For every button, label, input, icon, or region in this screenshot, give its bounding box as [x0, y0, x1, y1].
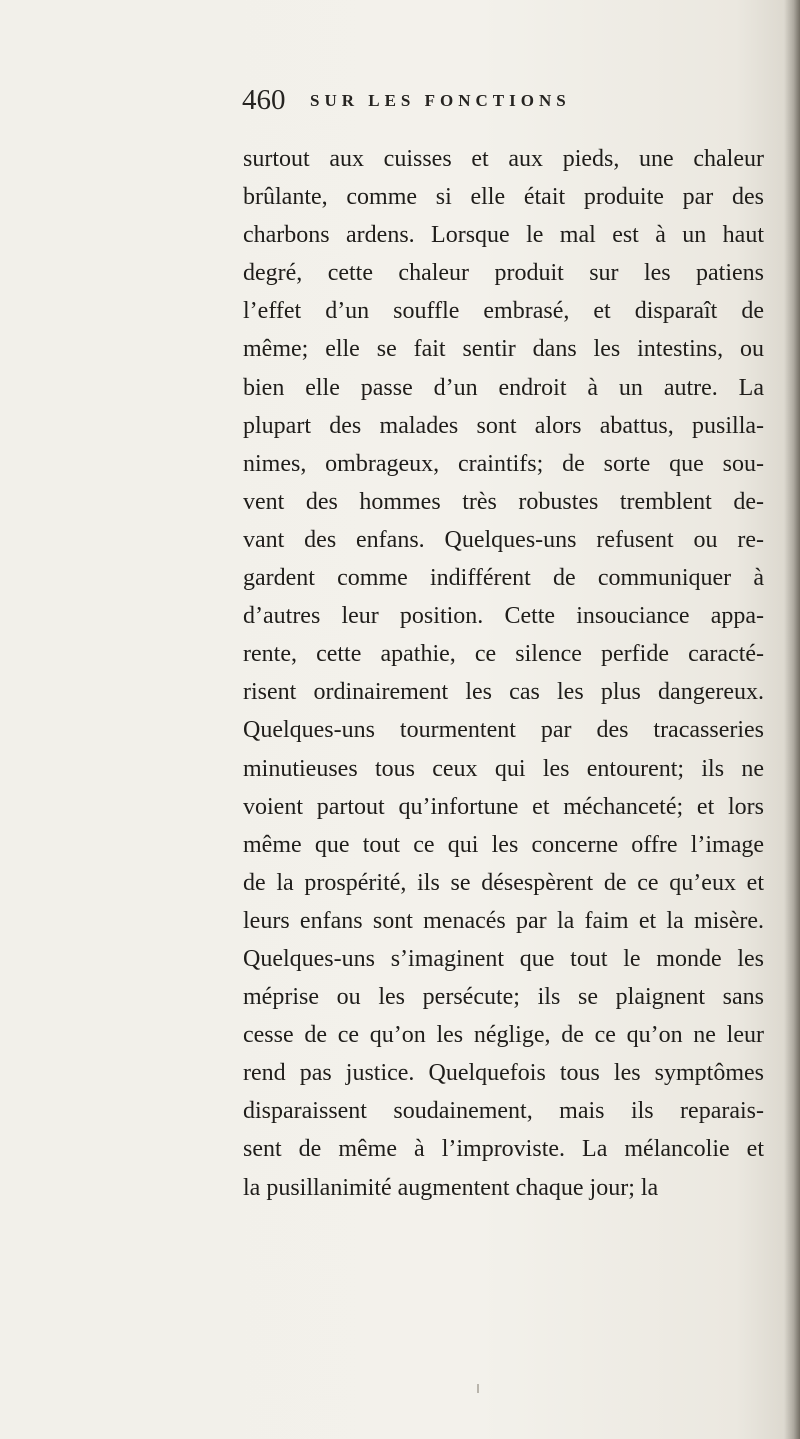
text-line: voient partout qu’infortune et méchanceté; et lors: [243, 793, 764, 820]
paper-speck: [477, 1384, 479, 1393]
text-line: minutieuses tous ceux qui les entourent; ils ne: [243, 755, 764, 782]
page-number: 460: [242, 84, 286, 116]
text-line: sent de même à l’improviste. La mélancolie et: [243, 1136, 764, 1163]
text-line: Quelques-uns tourmentent par des tracasseries: [243, 717, 764, 744]
page-edge-shadow: [784, 0, 800, 1439]
text-line: charbons ardens. Lorsque le mal est à un haut: [243, 222, 764, 249]
text-line: disparaissent soudainement, mais ils reparais-: [243, 1098, 764, 1125]
text-line: d’autres leur position. Cette insouciance appa-: [243, 603, 764, 630]
running-head: SUR LES FONCTIONS: [310, 91, 571, 110]
text-line: vent des hommes très robustes tremblent de-: [243, 488, 764, 515]
text-line: nimes, ombrageux, craintifs; de sorte que sou-: [243, 450, 764, 477]
text-line: gardent comme indifférent de communiquer à: [243, 565, 764, 592]
text-line: méprise ou les persécute; ils se plaignent sans: [243, 984, 764, 1011]
text-line: l’effet d’un souffle embrasé, et disparaît de: [243, 298, 764, 325]
page-header: [242, 84, 762, 124]
text-line: vant des enfans. Quelques-uns refusent ou re-: [243, 526, 764, 553]
body-text: [243, 140, 764, 1207]
text-line: de la prospérité, ils se désespèrent de ce qu’eux et: [243, 869, 764, 896]
text-line: Quelques-uns s’imaginent que tout le monde les: [243, 945, 764, 972]
text-line: risent ordinairement les cas les plus dangereux.: [243, 679, 764, 706]
text-line: rend pas justice. Quelquefois tous les symptômes: [243, 1060, 764, 1087]
text-line: degré, cette chaleur produit sur les patiens: [243, 260, 764, 287]
text-line: leurs enfans sont menacés par la faim et la misère.: [243, 907, 764, 934]
text-line: la pusillanimité augmentent chaque jour; la: [243, 1174, 659, 1201]
text-line: bien elle passe d’un endroit à un autre. La: [243, 374, 764, 401]
text-line: même que tout ce qui les concerne offre l’image: [243, 831, 764, 858]
text-line: plupart des malades sont alors abattus, pusilla-: [243, 412, 764, 439]
text-line: surtout aux cuisses et aux pieds, une chaleur: [243, 146, 764, 172]
text-line: rente, cette apathie, ce silence perfide caracté-: [243, 641, 764, 668]
text-line: cesse de ce qu’on les néglige, de ce qu’on ne leur: [243, 1022, 764, 1049]
text-line: même; elle se fait sentir dans les intestins, ou: [243, 336, 764, 363]
text-line: brûlante, comme si elle était produite par des: [243, 184, 764, 211]
